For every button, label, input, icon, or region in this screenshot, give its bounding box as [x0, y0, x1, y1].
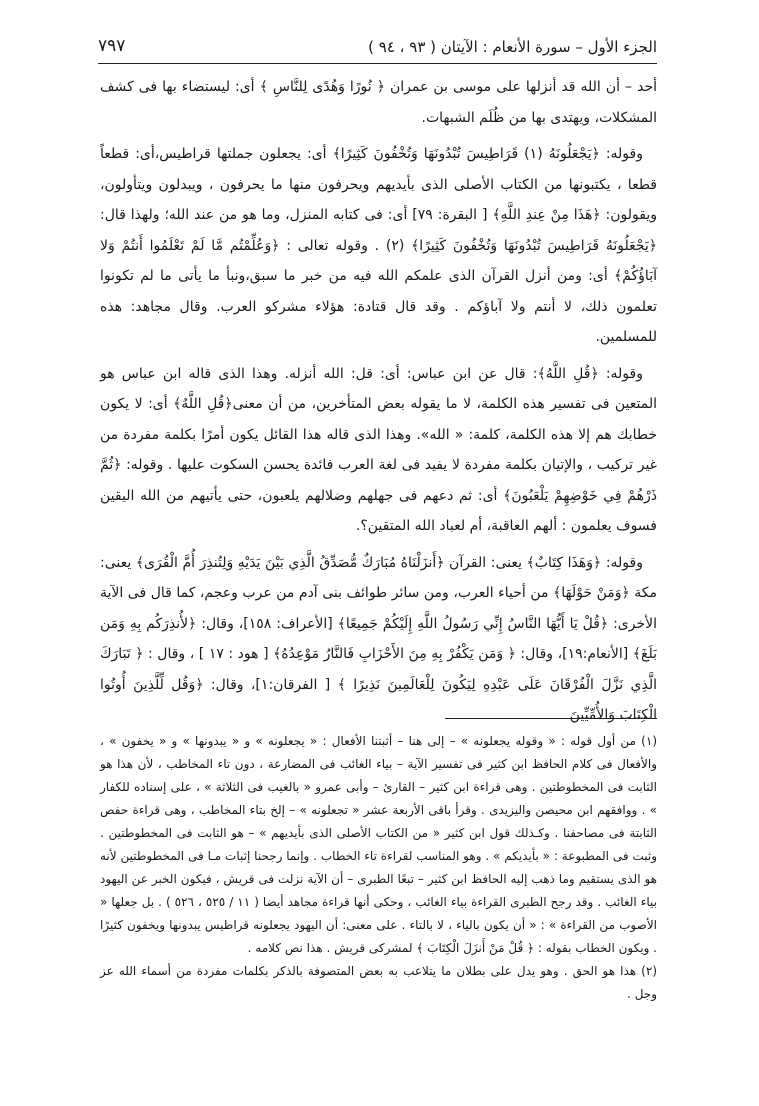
running-header	[98, 34, 657, 64]
header-rule	[98, 63, 657, 64]
footnote: (٢) هذا هو الحق . وهو يدل على بطلان ما يتلاعب به بعض المتصوفة بالذكر بكلمات مفردة من أسماء الله عز وجل .	[100, 964, 657, 1001]
main-text	[100, 72, 657, 737]
paragraph: وقوله: ﴿يَجْعَلُونَهُ (١) قَرَاطِيسَ تُبْدُونَهَا وَتُخْفُونَ كَثِيرًا﴾ أى: يجعلون جملتها قراطيس،أى: قطعاً قطعا ، يكتبونها من الكتاب الأصلى الذى بأيديهم ويحرفون منها ما يحرفون ، ويبدلون ويتأولون، ويقولون: ﴿هَذَا مِنْ عِندِ اللَّهِ﴾ [ البقرة: ٧٩] أى: فى كتابه المنزل، وما هو من عند الله؛ ولهذا قال: ﴿يَجْعَلُونَهُ قَرَاطِيسَ تُبْدُونَهَا وَتُخْفُونَ كَثِيرًا﴾ (٢) . وقوله تعالى : ﴿وَعُلِّمْتُم مَّا لَمْ تَعْلَمُوا أَنتُمْ وَلا آبَاؤُكُمْ﴾ أى: ومن أنزل القرآن الذى علمكم الله فيه من خبر ما سبق،ونبأ ما يأتى ما لم تكونوا تعلمون ذلك، لا أنتم ولا آباؤكم . وقد قال قتادة: هؤلاء مشركو العرب. وقال مجاهد: هذه للمسلمين.	[100, 146, 658, 345]
paragraph: وقوله: ﴿وَهَذَا كِتَابٌ﴾ يعنى: القرآن ﴿أَنزَلْنَاهُ مُبَارَكٌ مُّصَدِّقُ الَّذِي بَيْنَ يَدَيْهِ وَلِتُنذِرَ أُمَّ الْقُرَى﴾ يعنى: مكة ﴿وَمَنْ حَوْلَهَا﴾ من أحياء العرب، ومن سائر طوائف بنى آدم من عرب وعجم، كما قال فى الآية الأخرى: ﴿قُلْ يَا أَيُّهَا النَّاسُ إِنِّي رَسُولُ اللَّهِ إِلَيْكُمْ جَمِيعًا﴾ [الأعراف: ١٥٨]، وقال: ﴿لأُنذِرَكُم بِهِ وَمَن بَلَغَ﴾ [الأنعام:١٩]، وقال: ﴿ وَمَن يَكْفُرْ بِهِ مِنَ الأَحْزَابِ فَالنَّارُ مَوْعِدُهُ﴾ [ هود : ١٧ ] ، وقال : ﴿ تَبَارَكَ الَّذِي نَزَّلَ الْفُرْقَانَ عَلَى عَبْدِهِ لِيَكُونَ لِلْعَالَمِينَ نَذِيرًا ﴾ [ الفرقان:١]، وقال: ﴿وَقُل لِّلَّذِينَ أُوتُوا الْكِتَابَ وَالأُمِّيِّينَ	[100, 554, 657, 723]
header-title: الجزء الأول – سورة الأنعام : الآيتان ( ٩٣ ، ٩٤ )	[368, 38, 657, 56]
footnote-separator	[445, 718, 657, 719]
page-number: ٧٩٧	[98, 36, 126, 56]
footnote: (١) من أول قوله : « وقوله يجعلونه » – إلى هنا – أثبتنا الأفعال : « يجعلونه » و « يبدونها » و « يخفون » ، والأفعال فى كلام الحافظ ابن كثير فى تفسير الآية – بياء الغائب فى المضارعة ، دون تاء المخاطب ، لأن هذا هو الثابت فى المخطوطتين . وهى قراءة ابن كثير – القارئ – وأبى عمرو « بالغيب فى الثلاثة » ، على إسناده للكفار » . ووافقهم ابن محيصن واليزيدى . وقرأ باقى الأربعة عشر « تجعلونه » – إلخ بتاء المخاطب ، وهى قراءة حفص الثابتة فى مصاحفنا . وكـذلك قول ابن كثير « من الكتاب الأصلى الذى بأيديهم » – هو الثابت فى المخطوطتين . وثبت فى المطبوعة : « بأيديكم » . وهو المناسب لقراءة تاء الخطاب . وإنما رجحنا إثبات مـا فى المخطوطتين لأنه هو الذى يستقيم وما ذهب إليه الحافظ ابن كثير – تبعًا الطبرى – أن الآية نزلت فى قريش ، فيكون الخبر عن اليهود بياء الغائب . وقد رجح الطبرى القراءة بياء الغائب ، وحكى أنها قراءة مجاهد أيضا ( ١١ / ٥٢٥ ، ٥٢٦ ) . بل جعلها « الأصوب من القراءة » : « أن يكون بالياء ، لا بالتاء . على معنى: أن اليهود يجعلونه قراطيس يبدونها ويخفون كثيرًا . ويكون الخطاب بقوله : ﴿ قُلْ مَنْ أَنزَلَ الْكِتَابَ ﴾ لمشركى قريش . هذا نص كلامه .	[100, 734, 657, 955]
footnotes	[100, 730, 657, 1006]
paragraph: وقوله: ﴿قُلِ اللَّهُ﴾: قال عن ابن عباس: أى: قل: الله أنزله. وهذا الذى قاله ابن عباس هو المتعين فى تفسير هذه الكلمة، لا ما يقوله بعض المتأخرين، من أن معنى﴿قُلِ اللَّهُ﴾ أى: لا يكون خطابك هم إلا هذه الكلمة، كلمة: « الله». وهذا الذى قاله هذا القائل يكون أمرًا بكلمة مفردة من غير تركيب ، والإتيان بكلمة مفردة لا يفيد فى لغة العرب فائدة يحسن السكوت عليها . وقوله: ﴿ثُمَّ ذَرْهُمْ فِي خَوْضِهِمْ يَلْعَبُونَ﴾ أى: ثم دعهم فى جهلهم وضلالهم يلعبون، حتى يأتيهم من الله اليقين فسوف يعلمون : ألهم العاقبة، أم لعباد الله المتقين؟.	[100, 365, 657, 534]
paragraph: أحد – أن الله قد أنزلها على موسى بن عمران ﴿ نُورًا وَهُدًى لِلنَّاسِ ﴾ أى: ليستضاء بها فى كشف المشكلات، ويهتدى بها من ظُلَم الشبهات.	[100, 79, 657, 126]
